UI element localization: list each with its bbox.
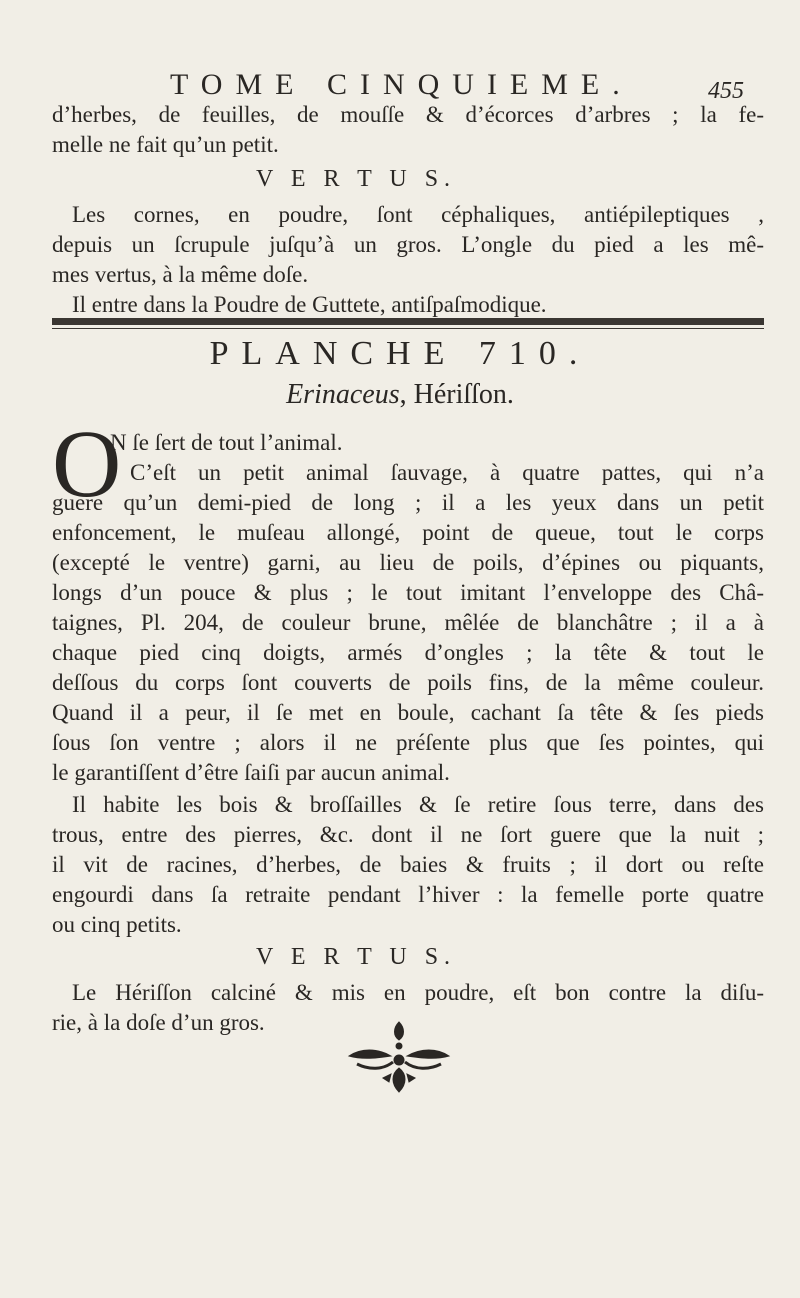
vertus-section-2 (52, 944, 764, 971)
text-line: Il entre dans la Poudre de Guttete, antiſpaſmodique. (72, 292, 547, 317)
running-title: TOME CINQUIEME. (170, 68, 633, 101)
text-line: Quand il a peur, il ſe met en boule, cachant ſa tête & ſes pieds (52, 700, 764, 725)
latin-name: Erinaceus (286, 379, 400, 410)
text-line: Le Hériſſon calciné & mis en poudre, eſt bon contre la diſu- (72, 980, 764, 1005)
text-line: taignes, Pl. 204, de couleur brune, mêlée de blanchâtre ; il a à (52, 610, 764, 635)
french-name: Hériſſon. (413, 379, 514, 410)
plate-title: PLANCHE 710. (209, 335, 591, 372)
fleuron-icon (343, 1018, 455, 1101)
text-line: depuis un ſcrupule juſqu’à un gros. L’ongle du pied a les mê- (52, 232, 764, 257)
subtitle-separator: , (399, 379, 414, 410)
text-line: longs d’un pouce & plus ; le tout imitant l’enveloppe des Châ- (52, 580, 764, 605)
vertus-heading: V E R T U S. (256, 166, 457, 192)
continued-text (52, 100, 764, 160)
text-line: Les cornes, en poudre, ſont céphaliques, antiépileptiques , (72, 202, 764, 227)
text-line: mes vertus, à la même doſe. (52, 262, 309, 287)
text-line: deſſous du corps ſont couverts de poils fins, de la même couleur. (52, 670, 764, 695)
text-line: engourdi dans ſa retraite pendant l’hiver : la femelle porte quatre (52, 882, 764, 907)
plate-subtitle (0, 379, 800, 411)
text-line: rie, à la doſe d’un gros. (52, 1010, 265, 1035)
text-line: N ſe ſert de tout l’animal. (110, 430, 343, 455)
text-line: C’eſt un petit animal ſauvage, à quatre pattes, qui n’a (130, 460, 764, 485)
text-line: ou cinq petits. (52, 912, 182, 937)
drop-cap: O (52, 410, 122, 517)
text-line: chaque pied cinq doigts, armés d’ongles ; la tête & tout le (52, 640, 764, 665)
habitat-paragraph (52, 790, 764, 940)
text-line: (excepté le ventre) garni, au lieu de poils, d’épines ou piquants, (52, 550, 764, 575)
text-line: il vit de racines, d’herbes, de baies & fruits ; il dort ou reſte (52, 852, 764, 877)
text-line: ſous ſon ventre ; alors il ne préſente plus que ſes pointes, qui (52, 730, 764, 755)
text-line: melle ne fait qu’un petit. (52, 132, 279, 157)
text-line: d’herbes, de feuilles, de mouſſe & d’écorces d’arbres ; la fe- (52, 102, 764, 127)
text-line: Il habite les bois & broſſailles & ſe retire ſous terre, dans des (72, 792, 764, 817)
text-line: enfoncement, le muſeau allongé, point de queue, tout le corps (52, 520, 764, 545)
vertus-paragraph-1 (52, 200, 764, 320)
text-line: le garantiſſent d’être ſaiſi par aucun animal. (52, 760, 450, 785)
text-line: guere qu’un demi-pied de long ; il a les yeux dans un petit (52, 490, 764, 515)
description-paragraph (52, 410, 764, 788)
page-number: 455 (708, 78, 744, 104)
text-line: trous, entre des pierres, &c. dont il ne ſort guere que la nuit ; (52, 822, 764, 847)
section-divider (52, 318, 764, 329)
vertus-heading: V E R T U S. (256, 944, 457, 970)
vertus-section-1 (52, 166, 764, 193)
